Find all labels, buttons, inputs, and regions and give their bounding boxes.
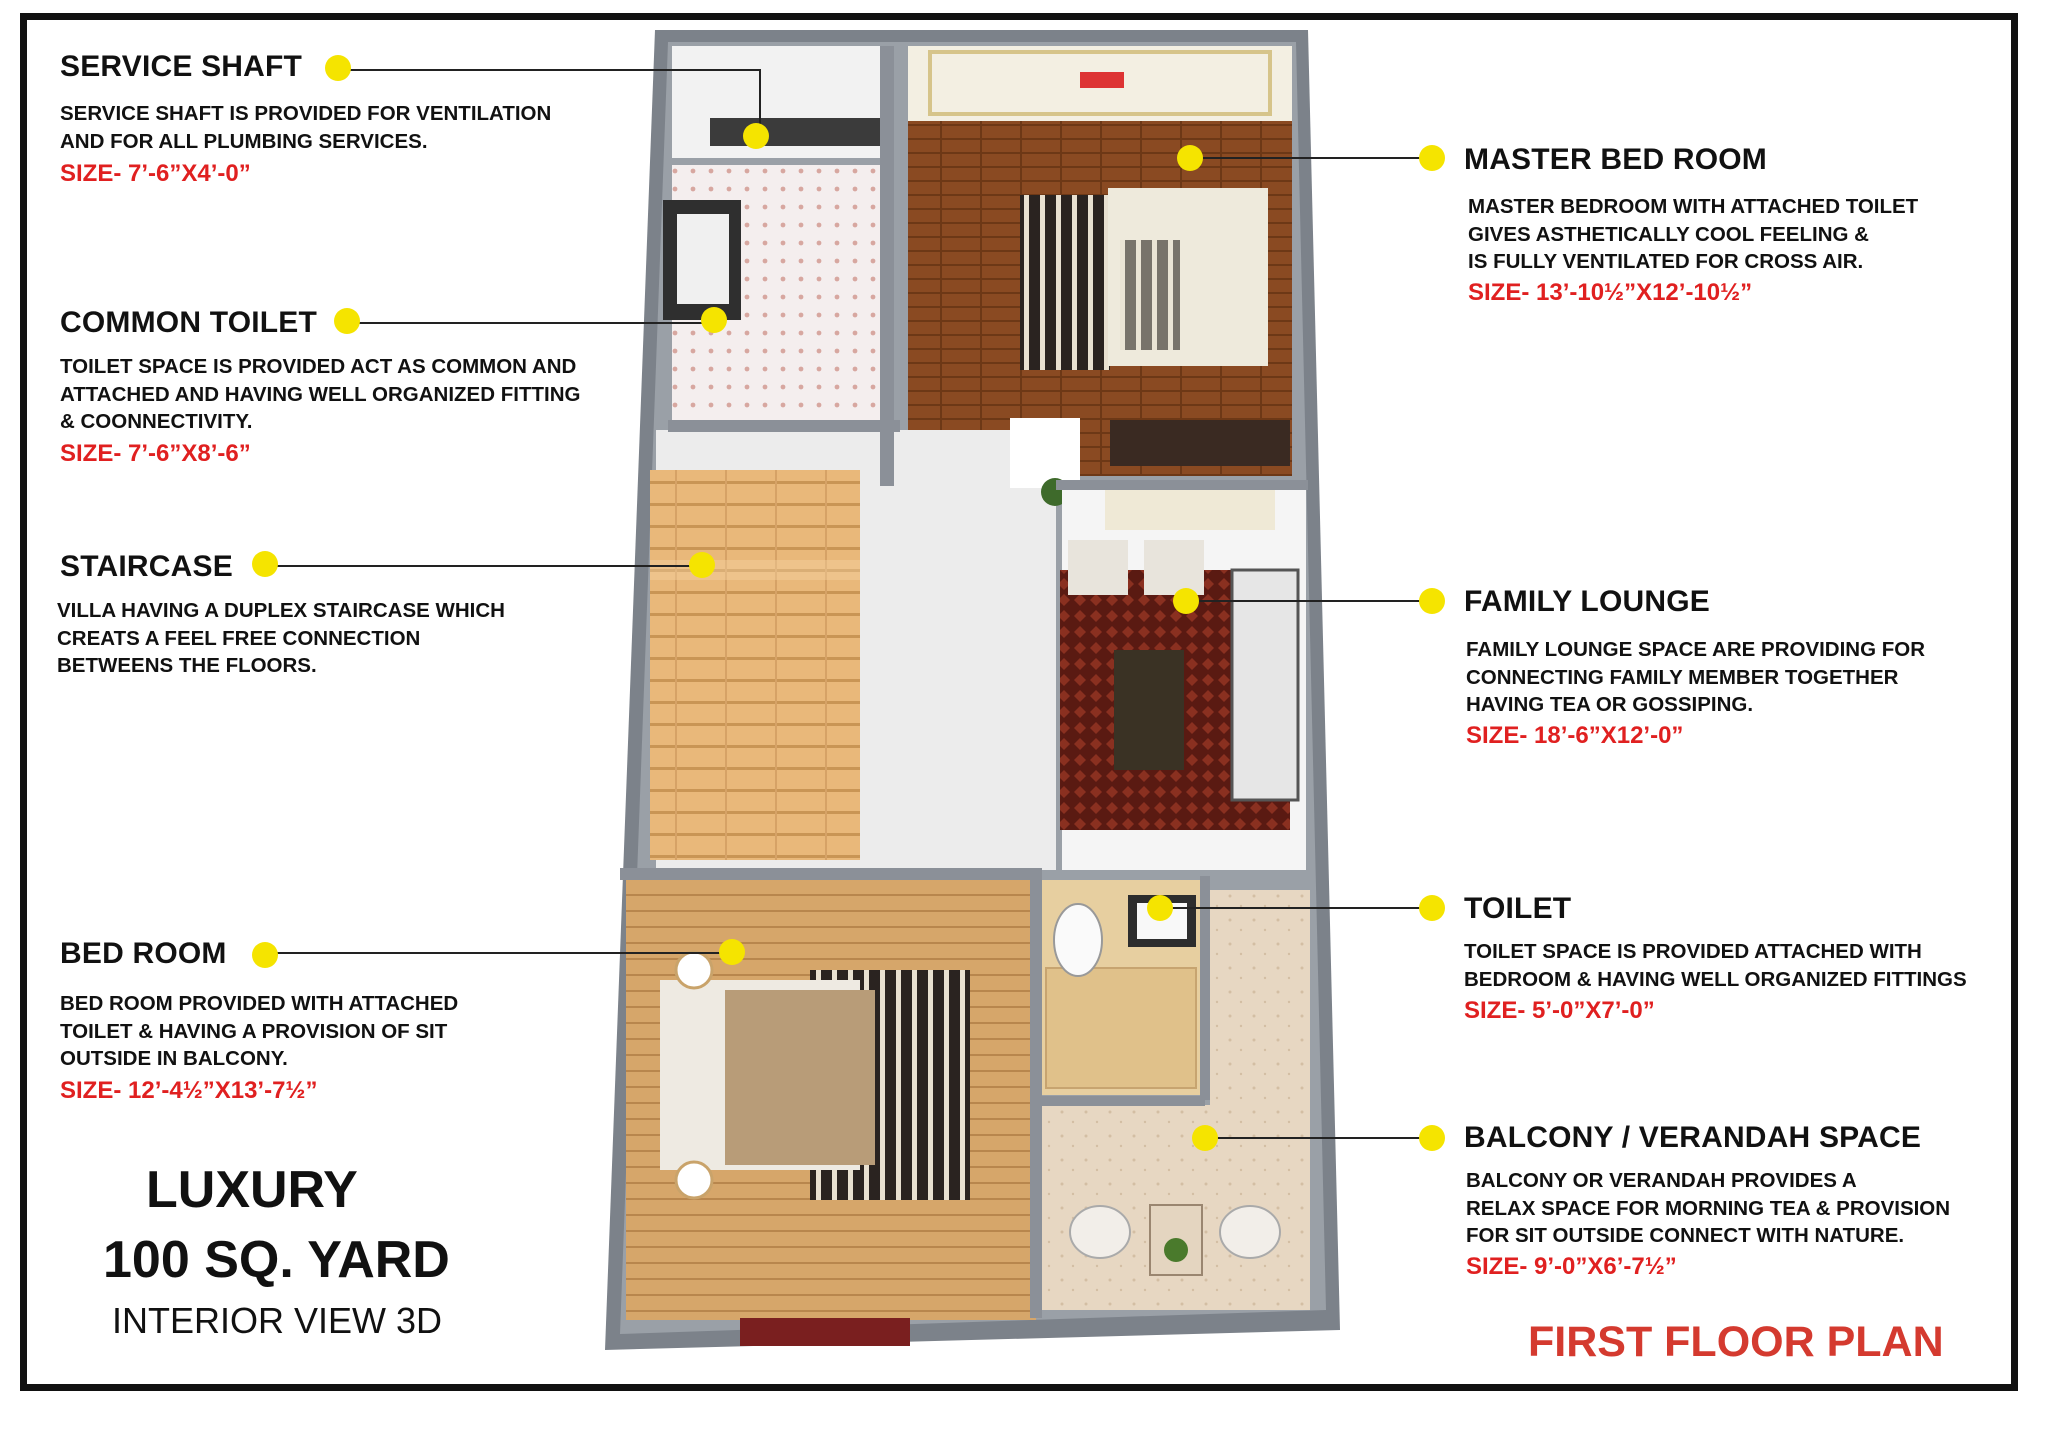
marker-dot	[1147, 895, 1173, 921]
title-luxury: LUXURY	[146, 1161, 358, 1219]
common-toilet-description: TOILET SPACE IS PROVIDED ACT AS COMMON AND ATTACHED AND HAVING WELL ORGANIZED FITTING & COONNECTIVITY.	[60, 355, 581, 433]
toilet-description: TOILET SPACE IS PROVIDED ATTACHED WITH BEDROOM & HAVING WELL ORGANIZED FITTINGS	[1464, 940, 1967, 991]
balcony-title: BALCONY / VERANDAH SPACE	[1464, 1121, 1922, 1154]
family-lounge-description: FAMILY LOUNGE SPACE ARE PROVIDING FOR CONNECTING FAMILY MEMBER TOGETHER HAVING TEA OR GOSSIPING.	[1466, 638, 1926, 716]
marker-dot	[334, 308, 360, 334]
marker-dot	[325, 55, 351, 81]
marker-dot	[252, 551, 278, 577]
toilet-title: TOILET	[1464, 892, 1572, 925]
marker-dot	[252, 942, 278, 968]
family-lounge-title: FAMILY LOUNGE	[1464, 585, 1710, 618]
marker-dot	[719, 939, 745, 965]
master-bed-room-description: MASTER BEDROOM WITH ATTACHED TOILET GIVES ASTHETICALLY COOL FEELING & IS FULLY VENTILATED FOR CROSS AIR.	[1468, 195, 1919, 273]
marker-dot	[1419, 895, 1445, 921]
service-shaft-description: SERVICE SHAFT IS PROVIDED FOR VENTILATION AND FOR ALL PLUMBING SERVICES.	[60, 102, 552, 153]
common-toilet-title: COMMON TOILET	[60, 306, 318, 339]
service-shaft-size: SIZE- 7’-6”X4’-0”	[60, 160, 251, 187]
bed-room-description: BED ROOM PROVIDED WITH ATTACHED TOILET & HAVING A PROVISION OF SIT OUTSIDE IN BALCONY.	[60, 992, 459, 1070]
balcony-description: BALCONY OR VERANDAH PROVIDES A RELAX SPACE FOR MORNING TEA & PROVISION FOR SIT OUTSIDE CONNECT WITH NATURE.	[1466, 1169, 1951, 1247]
master-bed-room-title: MASTER BED ROOM	[1464, 143, 1767, 176]
marker-dot	[1173, 588, 1199, 614]
master-bed-room-size: SIZE- 13’-10½”X12’-10½”	[1468, 279, 1753, 306]
marker-dot	[701, 307, 727, 333]
balcony-size: SIZE- 9’-0”X6’-7½”	[1466, 1253, 1677, 1280]
marker-dot	[1177, 145, 1203, 171]
marker-dot	[1419, 1125, 1445, 1151]
service-shaft-title: SERVICE SHAFT	[60, 50, 303, 83]
staircase-title: STAIRCASE	[60, 550, 233, 583]
marker-dot	[1192, 1125, 1218, 1151]
marker-dot	[1419, 145, 1445, 171]
plan-title: FIRST FLOOR PLAN	[1528, 1318, 1944, 1366]
staircase-description: VILLA HAVING A DUPLEX STAIRCASE WHICH CREATS A FEEL FREE CONNECTION BETWEENS THE FLOORS.	[57, 599, 505, 677]
bed-room-title: BED ROOM	[60, 937, 227, 970]
bed-room-size: SIZE- 12’-4½”X13’-7½”	[60, 1077, 318, 1104]
toilet-size: SIZE- 5’-0”X7’-0”	[1464, 997, 1655, 1024]
marker-dot	[1419, 588, 1445, 614]
marker-dot	[743, 123, 769, 149]
title-subtitle: INTERIOR VIEW 3D	[112, 1300, 443, 1341]
title-area: 100 SQ. YARD	[103, 1231, 450, 1289]
marker-dot	[689, 552, 715, 578]
common-toilet-size: SIZE- 7’-6”X8’-6”	[60, 440, 251, 467]
family-lounge-size: SIZE- 18’-6”X12’-0”	[1466, 722, 1684, 749]
